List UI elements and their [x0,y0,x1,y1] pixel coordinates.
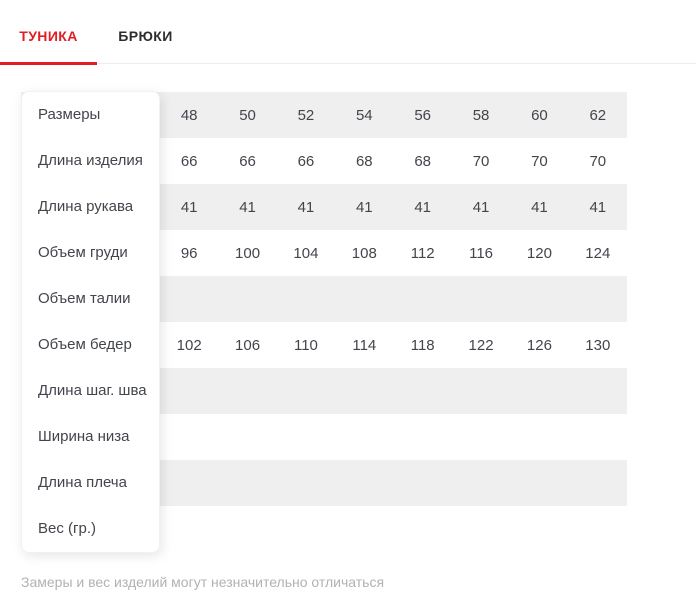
value-cell: 54 [355,106,373,124]
value-cell: 106 [235,336,261,354]
value-cell: 124 [585,244,611,262]
value-cell: 104 [293,244,319,262]
row-label: Ширина низа [38,428,130,445]
value-cell: 41 [472,198,490,216]
row-label: Длина рукава [38,198,134,215]
value-cell: 116 [469,244,494,262]
row-label: Объем талии [38,290,131,307]
value-cell: 96 [180,244,198,262]
value-cell: 66 [180,152,198,170]
value-cell: 41 [414,198,432,216]
row-labels-panel [21,91,160,553]
value-cell: 70 [472,152,490,170]
value-cell: 108 [351,244,377,262]
disclaimer-note: Замеры и вес изделий могут незначительно отличаться [21,574,385,590]
product-tabs [0,0,696,64]
tab-item[interactable]: ТУНИКА [0,20,97,63]
value-cell: 126 [526,336,552,354]
value-cell: 66 [297,152,315,170]
value-cell: 68 [414,152,432,170]
value-cell: 102 [176,336,202,354]
value-cell: 112 [410,244,435,262]
row-label: Длина шаг. шва [38,382,147,399]
value-cell: 58 [472,106,490,124]
size-table [21,92,627,552]
value-cell: 41 [355,198,373,216]
value-cell: 122 [468,336,494,354]
tab-item[interactable]: БРЮКИ [118,28,173,44]
value-cell: 70 [531,152,548,170]
row-label: Длина плеча [38,474,127,491]
value-cell: 48 [180,106,198,124]
value-cell: 118 [410,336,435,354]
value-cell: 41 [180,198,198,216]
value-cell: 41 [589,198,607,216]
value-cell: 41 [297,198,315,216]
value-cell: 130 [585,336,611,354]
value-cell: 70 [589,152,607,170]
value-cell: 60 [531,106,548,124]
value-cell: 66 [239,152,256,170]
row-label: Длина изделия [38,152,143,169]
value-cell: 114 [352,336,377,354]
value-cell: 52 [297,106,315,124]
row-label: Размеры [38,106,101,123]
value-cell: 56 [414,106,432,124]
value-cell: 41 [239,198,256,216]
row-label: Объем груди [38,244,128,261]
value-cell: 110 [293,336,318,354]
value-cell: 68 [355,152,373,170]
value-cell: 100 [235,244,261,262]
row-label: Объем бедер [38,336,132,353]
row-label: Вес (гр.) [38,520,96,537]
value-cell: 41 [531,198,548,216]
value-cell: 120 [526,244,552,262]
value-cell: 62 [589,106,607,124]
value-cell: 50 [239,106,256,124]
